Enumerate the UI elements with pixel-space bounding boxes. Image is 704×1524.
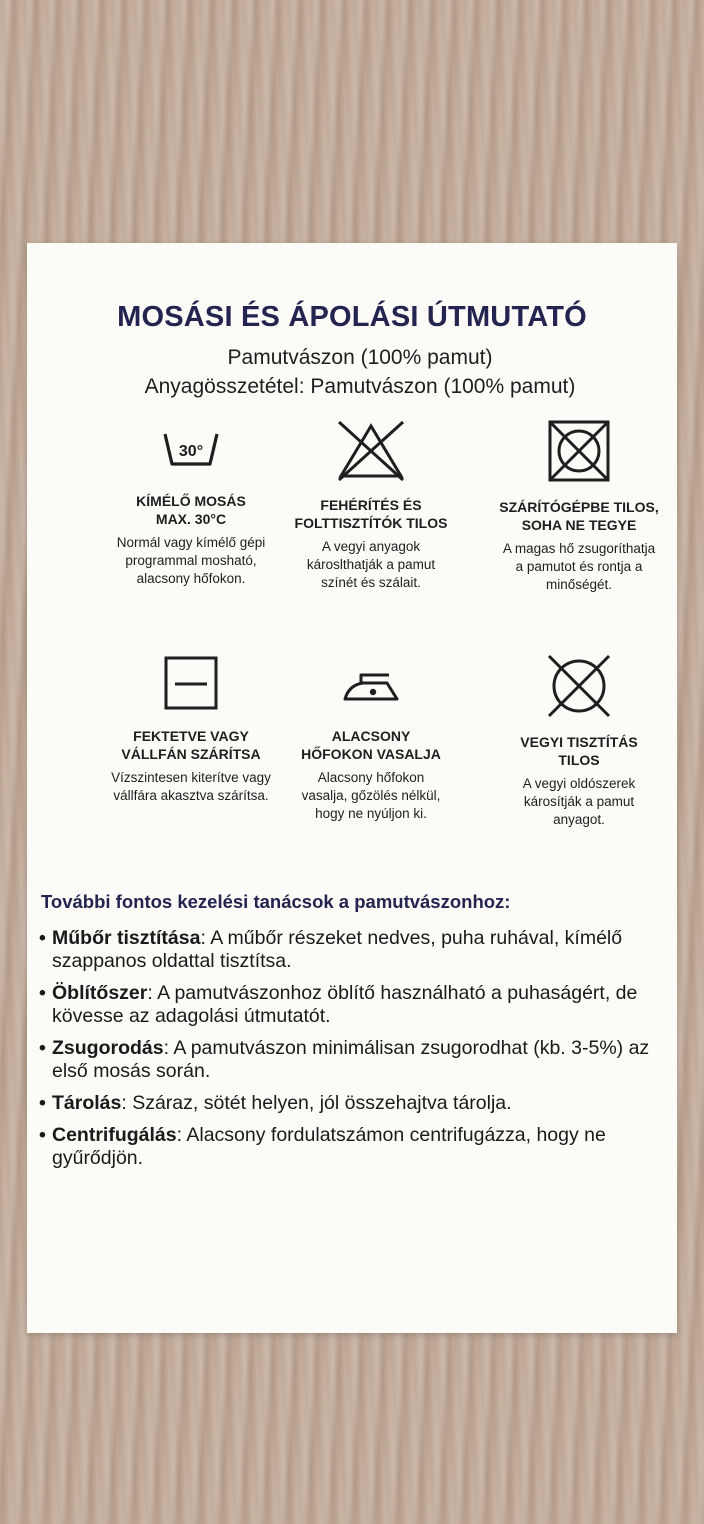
- wash-temp: 30°: [178, 443, 204, 460]
- care-description: A magas hő zsugoríthatja a pamutot és rontja a minőségét.: [502, 541, 656, 592]
- care-heading: VEGYI TISZTÍTÁS TILOS: [520, 734, 638, 768]
- flat-dry-icon: [161, 653, 221, 713]
- care-description: Alacsony hőfokon vasalja, gőzölés nélkül, hogy ne nyúljon ki.: [301, 770, 441, 821]
- no-tumble-dry-icon: [546, 418, 612, 484]
- care-heading: FEHÉRÍTÉS ÉS FOLTTISZTÍTÓK TILOS: [294, 497, 448, 531]
- bullet: •: [39, 1124, 46, 1146]
- tips-list: [39, 927, 659, 1179]
- care-item-dry-clean: [479, 653, 679, 829]
- care-description: A vegyi oldószerek károsítják a pamut anyagot.: [522, 776, 636, 827]
- wash-30-icon: [161, 418, 221, 478]
- composition: Anyagösszetétel: Pamutvászon (100% pamut): [144, 375, 576, 398]
- page-title: MOSÁSI ÉS ÁPOLÁSI ÚTMUTATÓ: [117, 301, 587, 333]
- no-dry-clean-icon: [544, 653, 614, 719]
- list-item: • Öblítőszer: A pamutvászonhoz öblítő használható a puhaságért, de kövesse az adagolási útmutatót.: [39, 982, 638, 1027]
- no-bleach-icon: [335, 418, 407, 482]
- care-heading: ALACSONY HŐFOKON VASALJA: [301, 728, 441, 762]
- bullet: •: [39, 1037, 46, 1059]
- bullet: •: [39, 927, 46, 949]
- care-description: A vegyi anyagok károslthatják a pamut színét és szálait.: [306, 539, 436, 590]
- care-item-bleach: [271, 418, 471, 592]
- care-item-tumble-dry: [479, 418, 679, 594]
- list-item: • Műbőr tisztítása: A műbőr részeket nedves, puha ruhával, kímélő szappanos oldattal tisztítsa.: [39, 927, 623, 972]
- list-item: • Tárolás: Száraz, sötét helyen, jól összehajtva tárolja.: [39, 1092, 512, 1114]
- care-item-wash: [91, 418, 291, 588]
- list-item: • Centrifugálás: Alacsony fordulatszámon centrifugázza, hogy ne gyűrődjön.: [39, 1124, 606, 1169]
- care-label-card: [27, 243, 677, 1333]
- bullet: •: [39, 982, 46, 1004]
- care-heading: KÍMÉLŐ MOSÁS MAX. 30°C: [136, 493, 246, 527]
- care-description: Normál vagy kímélő gépi programmal mosható, alacsony hőfokon.: [116, 535, 266, 586]
- list-item: • Zsugorodás: A pamutvászon minimálisan zsugorodhat (kb. 3-5%) az első mosás során.: [39, 1037, 650, 1082]
- iron-low-icon: [339, 653, 403, 713]
- subtitle: Pamutvászon (100% pamut): [227, 346, 493, 369]
- bullet: •: [39, 1092, 46, 1114]
- care-item-flat-dry: [91, 653, 291, 805]
- care-heading: SZÁRÍTÓGÉPBE TILOS, SOHA NE TEGYE: [499, 499, 659, 533]
- care-item-iron: [271, 653, 471, 823]
- tips-title: További fontos kezelési tanácsok a pamutvászonhoz:: [41, 891, 511, 912]
- care-description: Vízszintesen kiterítve vagy vállfára akasztva szárítsa.: [111, 770, 271, 803]
- care-heading: FEKTETVE VAGY VÁLLFÁN SZÁRÍTSA: [121, 728, 261, 762]
